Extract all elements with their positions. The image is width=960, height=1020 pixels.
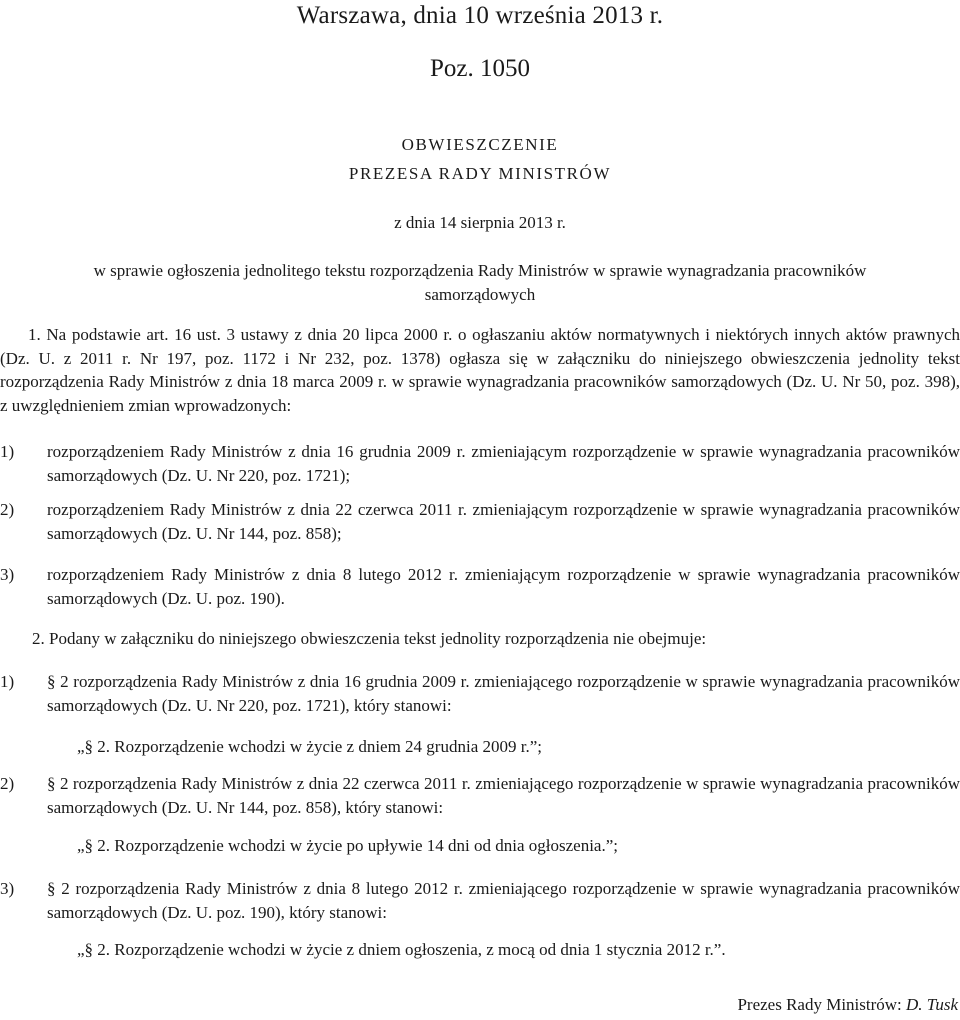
position-number: Poz. 1050 — [430, 55, 530, 82]
list-item-text: rozporządzeniem Rady Ministrów z dnia 22 czerwca 2011 r. zmieniającym rozporządzenie w sprawie wynagradzania pracowników samorządowych (Dz. U. Nr 144, poz. 858); — [47, 500, 960, 543]
paragraph-1-text: 1. Na podstawie art. 16 ust. 3 ustawy z dnia 20 lipca 2000 r. o ogłaszaniu aktów normatywnych i niektórych innych aktów prawnych (Dz. U. z 2011 r. Nr 197, poz. 1172 i Nr 232, poz. 1378) ogłasza się w załączniku do niniejszego obwieszczenia jednolity tekst rozporządzenia Rady Ministrów z dnia 18 marca 2009 r. w sprawie wynagradzania pracowników samorządowych (Dz. U. Nr 50, poz. 398), z uwzględnieniem zmian wprowadzonych: — [0, 325, 960, 415]
list-item-number: 3) — [0, 879, 15, 898]
list-item-number: 3) — [0, 565, 15, 584]
list-item-text-body: 2 rozporządzenia Rady Ministrów z dnia 16 grudnia 2009 r. zmieniającego rozporządzenie w sprawie wynagradzania pracowników samorządowych (Dz. U. Nr 220, poz. 1721), który stanowi: — [47, 672, 960, 715]
list-item-text: § 2 rozporządzenia Rady Ministrów z dnia 8 lutego 2012 r. zmieniającego rozporządzenie w sprawie wynagradzania pracowników samorządowych (Dz. U. poz. 190), który stanowi: — [47, 879, 960, 922]
list-item-number: 1) — [0, 442, 15, 461]
paragraph-1 — [0, 323, 960, 417]
list-item-text: § 2 rozporządzenia Rady Ministrów z dnia 16 grudnia 2009 r. zmieniającego rozporządzenie w sprawie wynagradzania pracowników samorządowych (Dz. U. Nr 220, poz. 1721), który stanowi: — [47, 672, 960, 715]
list-item-text: rozporządzeniem Rady Ministrów z dnia 8 lutego 2012 r. zmieniającym rozporządzenie w sprawie wynagradzania pracowników samorządowych (Dz. U. poz. 190). — [47, 565, 960, 608]
document-subject: w sprawie ogłoszenia jednolitego tekstu rozporządzenia Rady Ministrów w sprawie wynagradzania pracowników samorządowych — [93, 261, 867, 304]
signature-name: D. Tusk — [906, 995, 958, 1014]
list-item-number: 1) — [0, 672, 15, 691]
list-item-text: § 2 rozporządzenia Rady Ministrów z dnia 22 czerwca 2011 r. zmieniającego rozporządzenie w sprawie wynagradzania pracowników samorządowych (Dz. U. Nr 144, poz. 858), który stanowi: — [47, 774, 960, 817]
quoted-provision: „§ 2. Rozporządzenie wchodzi w życie po upływie 14 dni od dnia ogłoszenia.”; — [77, 836, 618, 855]
list-item-text: rozporządzeniem Rady Ministrów z dnia 16 grudnia 2009 r. zmieniającym rozporządzenie w sprawie wynagradzania pracowników samorządowych (Dz. U. Nr 220, poz. 1721); — [47, 442, 960, 485]
list-item-number: 2) — [0, 774, 15, 793]
signature — [737, 995, 958, 1015]
paragraph-2: 2. Podany w załączniku do niniejszego obwieszczenia tekst jednolity rozporządzenia nie obejmuje: — [32, 629, 707, 648]
list-item-number: 2) — [0, 500, 15, 519]
quoted-provision: „§ 2. Rozporządzenie wchodzi w życie z dniem 24 grudnia 2009 r.”; — [77, 737, 542, 756]
document-title-line-2: PREZESA RADY MINISTRÓW — [348, 164, 612, 183]
quoted-provision: „§ 2. Rozporządzenie wchodzi w życie z dniem ogłoszenia, z mocą od dnia 1 stycznia 2012 r.”. — [77, 940, 726, 959]
signature-role: Prezes Rady Ministrów: — [737, 995, 902, 1014]
document-date: z dnia 14 sierpnia 2013 r. — [394, 213, 566, 232]
document-title-line-1: OBWIESZCZENIE — [401, 135, 559, 154]
list-item-text-body: 2 rozporządzenia Rady Ministrów z dnia 22 czerwca 2011 r. zmieniającego rozporządzenie w sprawie wynagradzania pracowników samorządowych (Dz. U. Nr 144, poz. 858), który stanowi: — [47, 774, 960, 817]
publication-date-line: Warszawa, dnia 10 września 2013 r. — [296, 2, 664, 29]
list-item-text-body: 2 rozporządzenia Rady Ministrów z dnia 8 lutego 2012 r. zmieniającego rozporządzenie w sprawie wynagradzania pracowników samorządowych (Dz. U. poz. 190), który stanowi: — [47, 879, 960, 922]
